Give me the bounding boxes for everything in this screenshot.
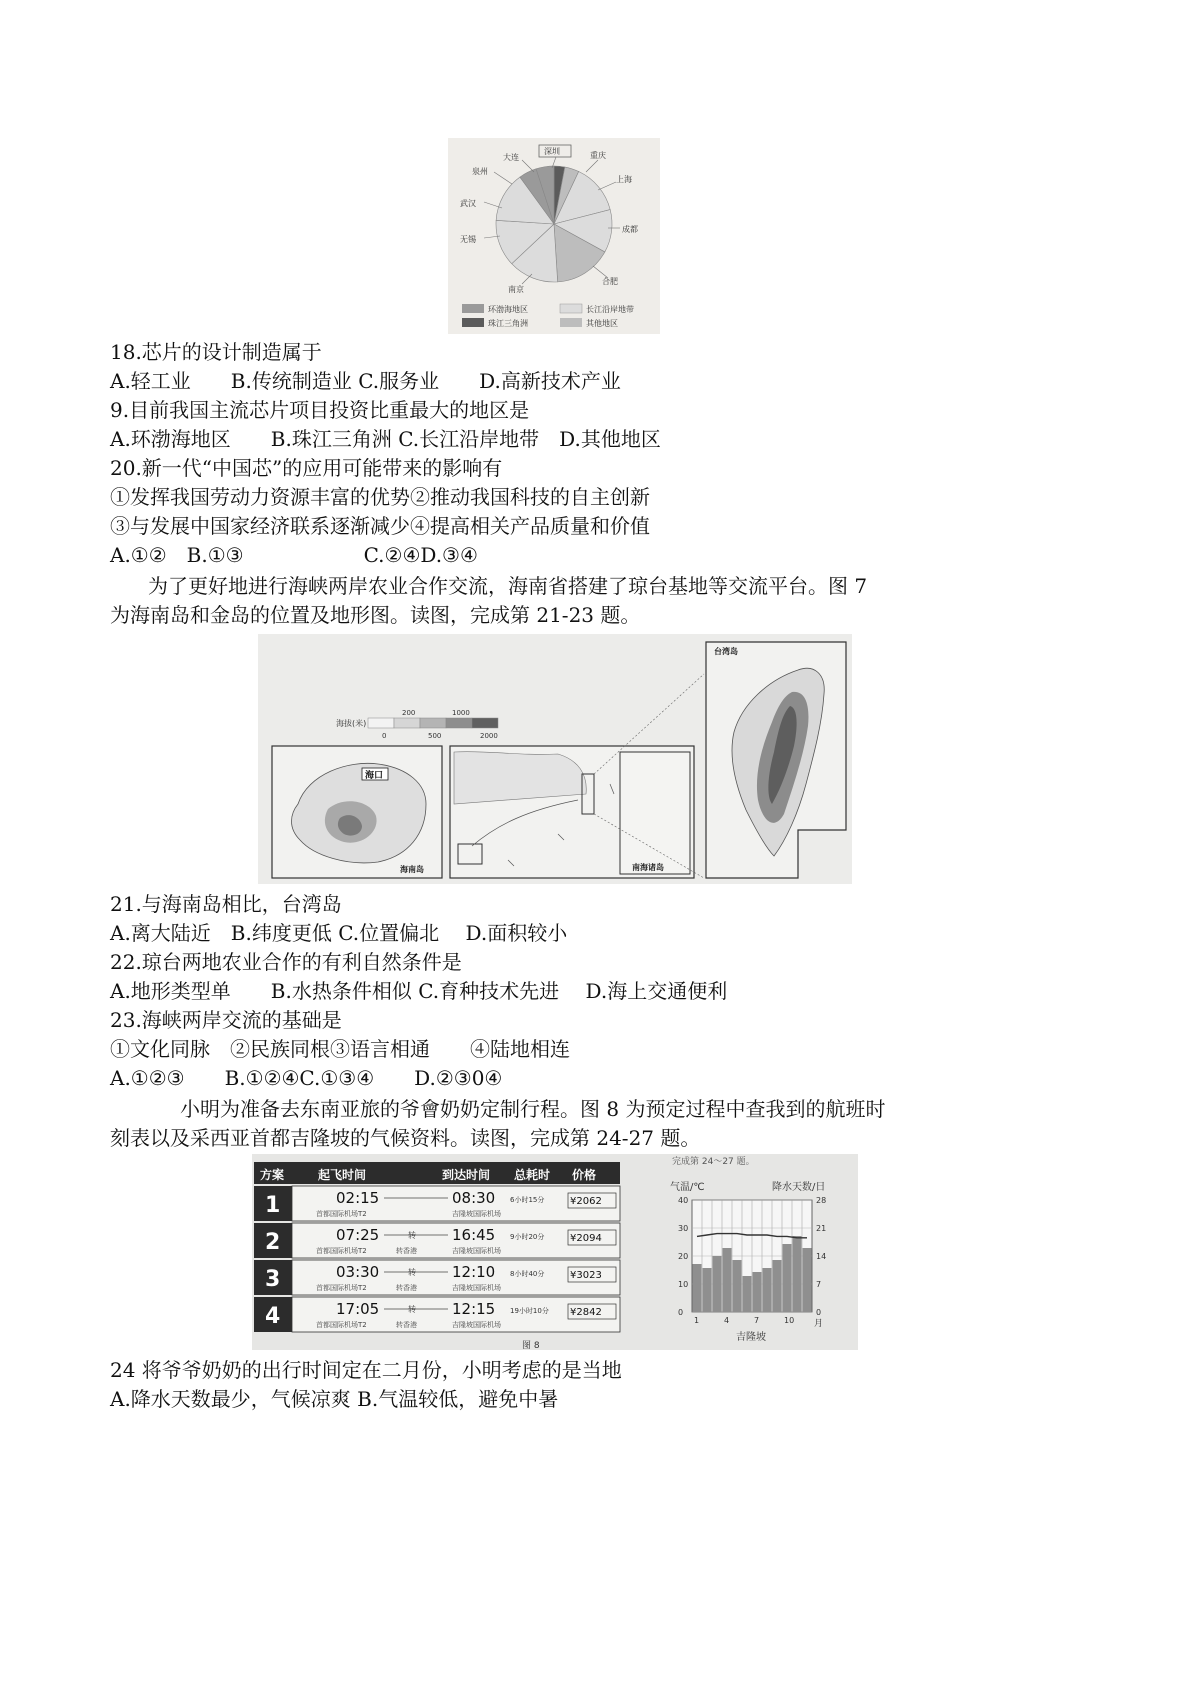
passage-text: 刻表以及采西亚首都吉隆坡的气候资料。读图，完成第 24-27 题。 — [110, 1126, 701, 1150]
precip-days-bar — [773, 1260, 782, 1312]
q19-stem: 9.目前我国主流芯片项目投资比重最大的地区是 — [110, 398, 530, 422]
climate-ylabel-left: 气温/℃ — [670, 1182, 705, 1193]
flight-depart-airport: 首都国际机场T2 — [316, 1284, 367, 1292]
pie-label: 深圳 — [544, 147, 560, 156]
figure-caption: 图 8 — [522, 1341, 540, 1350]
q19-options: A.环渤海地区 B.珠江三角洲 C.长江沿岸地带 D.其他地区 — [110, 427, 661, 451]
pie-label: 泉州 — [472, 167, 488, 176]
q20-item: ①发挥我国劳动力资源丰富的优势②推动我国科技的自主创新 — [110, 485, 650, 509]
precip-days-bar — [723, 1248, 732, 1312]
q22-stem: 22.琼台两地农业合作的有利自然条件是 — [110, 950, 462, 974]
x-tick: 10 — [784, 1316, 795, 1325]
flight-header: 总耗时 — [514, 1168, 551, 1182]
flight-arrive-airport: 吉隆坡国际机场 — [452, 1284, 501, 1292]
flight-depart-airport: 首都国际机场T2 — [316, 1210, 367, 1218]
precip-days-bar — [763, 1268, 772, 1312]
flight-depart-time: 03:30 — [336, 1263, 380, 1281]
elevation-legend-title: 海拔(米) — [336, 719, 367, 728]
precip-days-bar — [803, 1248, 812, 1312]
flight-duration: 6小时15分 — [510, 1196, 545, 1204]
flight-depart-time: 02:15 — [336, 1189, 380, 1207]
climate-location: 吉隆坡 — [736, 1332, 766, 1343]
q22-options: A.地形类型单 B.水热条件相似 C.育种技术先进 D.海上交通便利 — [110, 979, 728, 1003]
flight-price: ¥3023 — [570, 1270, 602, 1281]
flight-option-number: 1 — [265, 1193, 281, 1218]
figure-top-text: 完成第 24～27 题。 — [672, 1157, 755, 1167]
precip-days-bar — [753, 1272, 762, 1312]
flight-price: ¥2094 — [570, 1233, 602, 1244]
flight-via-mark: 转 — [408, 1305, 416, 1314]
pie-label: 上海 — [616, 175, 632, 184]
flight-arrive-time: 16:45 — [452, 1226, 496, 1244]
flight-header: 起飞时间 — [318, 1168, 367, 1182]
haikou-label: 海口 — [365, 771, 384, 781]
flight-header: 到达时间 — [442, 1168, 491, 1182]
x-tick: 4 — [724, 1316, 730, 1325]
q18-options: A.轻工业 B.传统制造业 C.服务业 D.高新技术产业 — [110, 369, 621, 393]
pie-legend-item: 环渤海地区 — [488, 305, 528, 314]
y-tick-left: 0 — [678, 1308, 684, 1317]
flight-duration: 8小时40分 — [510, 1270, 545, 1278]
pie-label: 南京 — [508, 285, 524, 294]
flight-arrive-airport: 吉隆坡国际机场 — [452, 1321, 501, 1329]
pie-label: 大连 — [503, 153, 519, 162]
pie-label: 重庆 — [590, 151, 606, 160]
scs-islands-label: 南海诸岛 — [632, 863, 664, 872]
flight-climate-figure — [252, 1154, 858, 1350]
flight-header: 价格 — [572, 1168, 597, 1182]
pie-figure — [448, 138, 660, 334]
q23-stem: 23.海峡两岸交流的基础是 — [110, 1008, 342, 1032]
y-tick-right: 14 — [816, 1252, 827, 1261]
climate-ylabel-right: 降水天数/日 — [772, 1182, 826, 1193]
y-tick-right: 21 — [816, 1224, 827, 1233]
precip-days-bar — [703, 1268, 712, 1312]
q18-stem: 18.芯片的设计制造属于 — [110, 340, 322, 364]
flight-via: 转香港 — [396, 1247, 417, 1255]
pie-label: 武汉 — [460, 199, 476, 208]
elevation-tick: 2000 — [480, 732, 498, 740]
pie-label: 合肥 — [602, 277, 618, 286]
precip-days-bar — [793, 1236, 802, 1312]
flight-depart-airport: 首都国际机场T2 — [316, 1247, 367, 1255]
elevation-tick: 1000 — [452, 709, 470, 717]
q24-options: A.降水天数最少，气候凉爽 B.气温较低，避免中暑 — [110, 1387, 559, 1411]
flight-via-mark: 转 — [408, 1231, 416, 1240]
q20-options: A.①② B.①③ C.②④D.③④ — [110, 543, 478, 567]
q20-stem: 20.新一代“中国芯”的应用可能带来的影响有 — [110, 456, 503, 480]
elevation-tick: 500 — [428, 732, 442, 740]
precip-days-bar — [733, 1260, 742, 1312]
y-tick-left: 20 — [678, 1252, 689, 1261]
taiwan-label: 台湾岛 — [714, 647, 738, 656]
q23-item: ①文化同脉 ②民族同根③语言相通 ④陆地相连 — [110, 1037, 570, 1061]
map-figure — [258, 634, 852, 884]
flight-via-mark: 转 — [408, 1268, 416, 1277]
climate-x-unit: 月 — [814, 1319, 824, 1329]
flight-arrive-time: 12:10 — [452, 1263, 496, 1281]
pie-legend-item: 珠江三角洲 — [488, 319, 528, 328]
q20-item: ③与发展中国家经济联系逐渐减少④提高相关产品质量和价值 — [110, 514, 650, 538]
y-tick-right: 0 — [816, 1308, 822, 1317]
flight-price: ¥2062 — [570, 1196, 602, 1207]
flight-via: 转香港 — [396, 1284, 417, 1292]
flight-duration: 9小时20分 — [510, 1233, 545, 1241]
pie-legend-item: 长江沿岸地带 — [586, 305, 634, 314]
hainan-label: 海南岛 — [400, 865, 424, 874]
flight-depart-airport: 首都国际机场T2 — [316, 1321, 367, 1329]
precip-days-bar — [693, 1264, 702, 1312]
precip-days-bar — [713, 1256, 722, 1312]
x-tick: 7 — [754, 1316, 760, 1325]
y-tick-left: 40 — [678, 1196, 689, 1205]
precip-days-bar — [743, 1276, 752, 1312]
passage-text: 为海南岛和金岛的位置及地形图。读图，完成第 21-23 题。 — [110, 603, 641, 627]
flight-arrive-airport: 吉隆坡国际机场 — [452, 1210, 501, 1218]
passage-text: 小明为准备去东南亚旅的爷會奶奶定制行程。图 8 为预定过程中查我到的航班时 — [180, 1097, 886, 1121]
pie-label: 无锡 — [460, 235, 476, 244]
q24-stem: 24 将爷爷奶奶的出行时间定在二月份，小明考虑的是当地 — [110, 1358, 622, 1382]
x-tick: 1 — [694, 1316, 700, 1325]
q23-options: A.①②③ B.①②④C.①③④ D.②③0④ — [110, 1066, 503, 1090]
flight-header: 方案 — [260, 1168, 285, 1182]
flight-option-number: 4 — [265, 1304, 281, 1329]
flight-depart-time: 17:05 — [336, 1300, 380, 1318]
q21-options: A.离大陆近 B.纬度更低 C.位置偏北 D.面积较小 — [110, 921, 568, 945]
flight-depart-time: 07:25 — [336, 1226, 380, 1244]
pie-legend-item: 其他地区 — [586, 319, 618, 328]
flight-arrive-airport: 吉隆坡国际机场 — [452, 1247, 501, 1255]
elevation-tick: 200 — [402, 709, 416, 717]
flight-option-number: 2 — [265, 1230, 281, 1255]
y-tick-right: 28 — [816, 1196, 827, 1205]
flight-option-number: 3 — [265, 1267, 281, 1292]
flight-arrive-time: 12:15 — [452, 1300, 496, 1318]
flight-via: 转香港 — [396, 1321, 417, 1329]
passage-text: 为了更好地进行海峡两岸农业合作交流，海南省搭建了琼台基地等交流平台。图 7 — [148, 574, 868, 598]
y-tick-left: 30 — [678, 1224, 689, 1233]
flight-duration: 19小时10分 — [510, 1307, 549, 1315]
q21-stem: 21.与海南岛相比，台湾岛 — [110, 892, 342, 916]
y-tick-right: 7 — [816, 1280, 822, 1289]
flight-price: ¥2842 — [570, 1307, 602, 1318]
flight-arrive-time: 08:30 — [452, 1189, 496, 1207]
elevation-tick: 0 — [382, 732, 387, 740]
precip-days-bar — [783, 1244, 792, 1312]
y-tick-left: 10 — [678, 1280, 689, 1289]
pie-label: 成都 — [622, 225, 638, 234]
